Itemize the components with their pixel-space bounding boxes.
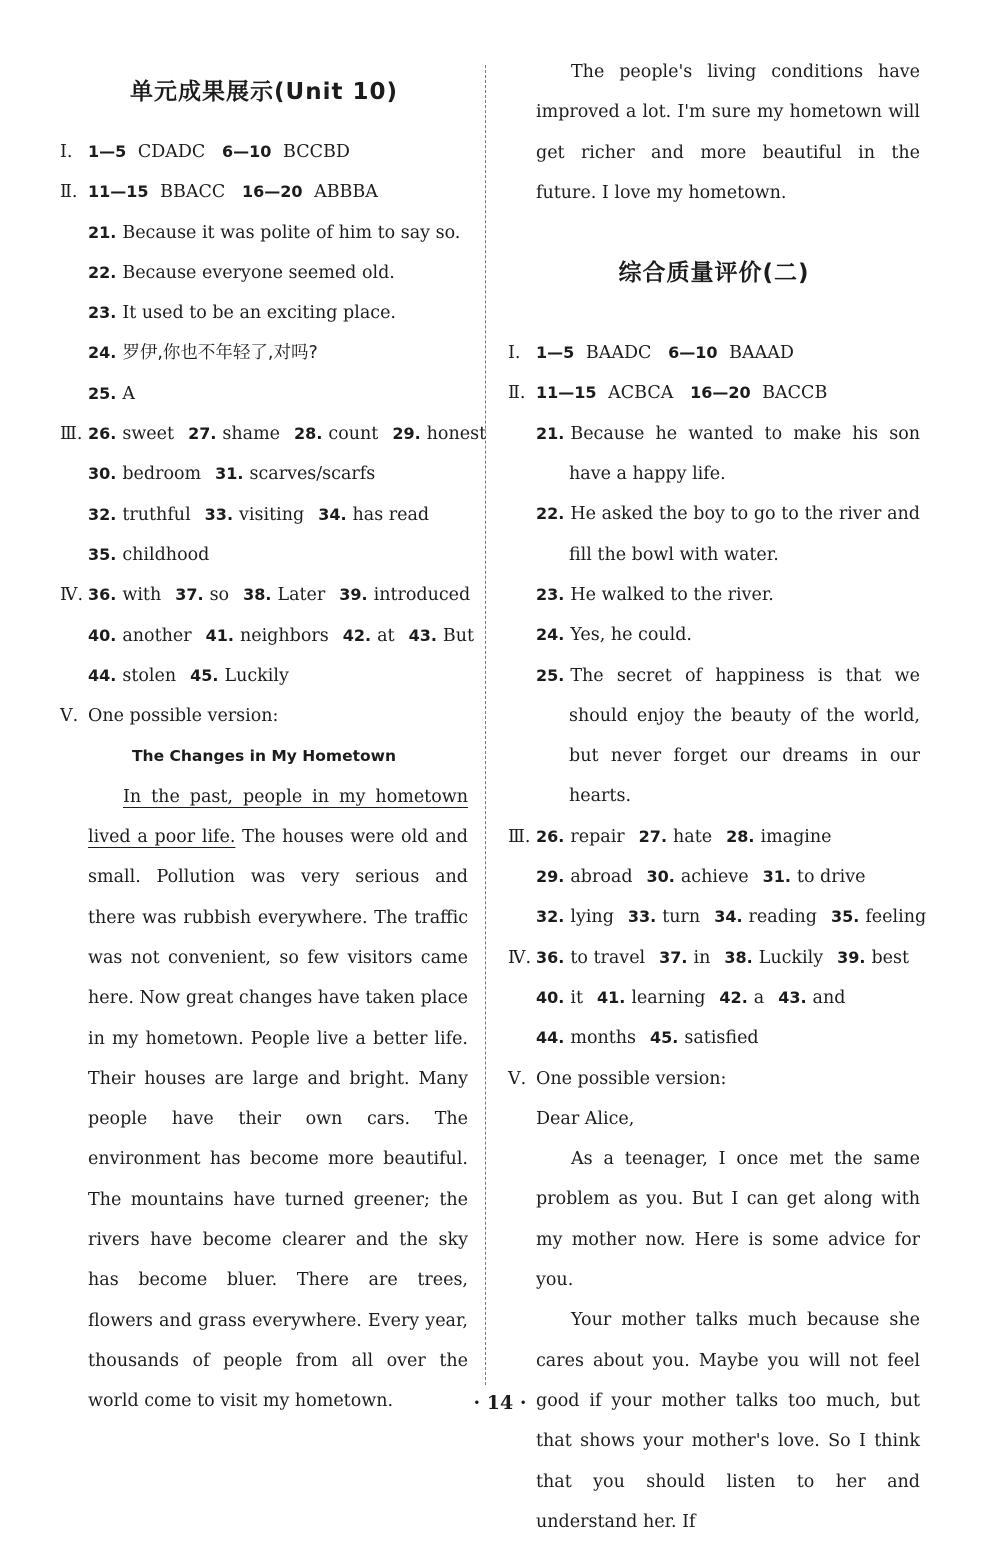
item-text: feeling xyxy=(865,907,927,928)
item-number: 38. xyxy=(243,585,272,605)
version-label: One possible version: xyxy=(88,706,279,727)
item-number: 26. xyxy=(536,826,565,846)
item-text: stolen xyxy=(122,665,177,686)
item-text: months xyxy=(570,1028,637,1049)
item-number: 45. xyxy=(190,665,219,685)
answer-text: He walked to the river. xyxy=(570,584,774,605)
item-text: and xyxy=(812,987,846,1008)
section-title: 综合质量评价(二) xyxy=(618,260,810,287)
item-number: 34. xyxy=(318,504,347,524)
section-label: Ⅳ. xyxy=(508,947,532,968)
answer-row xyxy=(508,817,920,857)
question-answer xyxy=(508,575,920,615)
question-number: 22. xyxy=(536,504,565,524)
question-number: 24. xyxy=(88,343,117,363)
bullet-icon: · xyxy=(519,1392,527,1414)
item-number: 35. xyxy=(88,544,117,564)
range-label: 6—10 xyxy=(668,343,718,363)
item-number: 44. xyxy=(536,1028,565,1048)
item-number: 27. xyxy=(188,424,217,444)
item-text: neighbors xyxy=(239,625,329,646)
item-text: But xyxy=(442,625,475,646)
essay-topic-sentence: In the past, people in my hometown lived a poor life. xyxy=(88,786,468,848)
question-answer xyxy=(508,414,920,495)
item-text: honest xyxy=(426,424,487,445)
answer-row xyxy=(508,1018,920,1058)
section-label: Ⅴ. xyxy=(60,706,79,727)
item-text: shame xyxy=(222,424,281,445)
column-divider xyxy=(485,65,486,1385)
item-number: 42. xyxy=(342,625,372,645)
item-number: 34. xyxy=(714,907,743,927)
section-label: Ⅱ. xyxy=(60,182,78,203)
item-number: 40. xyxy=(88,625,117,645)
answer-row xyxy=(508,897,927,937)
answers: ACBCA xyxy=(608,383,674,404)
answers: BCCBD xyxy=(283,142,350,162)
question-answer xyxy=(508,615,920,655)
section-title: 单元成果展示(Unit 10) xyxy=(130,79,398,105)
essay-title: The Changes in My Hometown xyxy=(131,747,396,766)
answer-text: He asked the boy to go to the river and fill the bowl with water. xyxy=(569,504,920,565)
item-text: sweet xyxy=(122,424,175,445)
answer-row xyxy=(60,495,468,535)
answers: BBACC xyxy=(160,182,226,203)
answer-row xyxy=(60,132,468,172)
page-number-text: 14 xyxy=(486,1392,514,1414)
item-text: reading xyxy=(748,907,817,928)
section-label: Ⅲ. xyxy=(60,424,83,445)
right-column xyxy=(508,52,927,1542)
answers: BAADC xyxy=(585,343,652,364)
item-text: it xyxy=(570,987,583,1008)
section-label: Ⅰ. xyxy=(508,343,521,364)
item-number: 28. xyxy=(726,826,755,846)
letter-greeting: Dear Alice, xyxy=(536,1108,635,1129)
item-text: truthful xyxy=(122,504,191,525)
item-number: 33. xyxy=(627,907,657,927)
item-text: to travel xyxy=(570,947,646,968)
answer-row xyxy=(60,656,468,696)
range-label: 11—15 xyxy=(88,182,149,202)
item-number: 37. xyxy=(659,947,688,967)
answer-row xyxy=(60,575,471,615)
question-answer xyxy=(508,494,920,575)
question-answer xyxy=(60,333,468,373)
question-answer xyxy=(508,656,920,817)
item-text: at xyxy=(377,625,395,646)
answer-row xyxy=(60,616,475,656)
item-number: 26. xyxy=(88,424,117,444)
item-text: best xyxy=(871,947,910,968)
item-number: 32. xyxy=(536,907,565,927)
item-text: so xyxy=(209,585,230,606)
question-number: 21. xyxy=(88,222,117,242)
item-text: in xyxy=(693,947,711,968)
answer-row xyxy=(60,454,468,494)
left-column xyxy=(60,52,487,1422)
item-number: 40. xyxy=(536,987,565,1007)
item-text: visiting xyxy=(239,504,305,525)
item-text: count xyxy=(328,424,379,445)
item-number: 29. xyxy=(392,424,421,444)
answer-row xyxy=(508,1059,920,1099)
question-number: 23. xyxy=(88,303,117,323)
answer-text: The secret of happiness is that we should enjoy the beauty of the world, but never forget our dreams in our hearts. xyxy=(569,665,920,807)
letter-paragraph: Your mother talks much because she cares about you. Maybe you will not feel good if your mother talks too much, but that shows your mother's love. So I think that you should listen to her and understand her. If xyxy=(536,1310,920,1532)
question-answer xyxy=(60,253,468,293)
answer-row xyxy=(60,414,487,454)
item-text: turn xyxy=(662,907,701,928)
item-number: 43. xyxy=(778,987,807,1007)
range-label: 11—15 xyxy=(536,383,597,403)
item-text: childhood xyxy=(122,544,210,565)
item-number: 41. xyxy=(596,987,626,1007)
question-number: 24. xyxy=(536,625,565,645)
range-label: 1—5 xyxy=(88,142,127,161)
item-text: imagine xyxy=(760,826,832,847)
item-number: 36. xyxy=(536,947,565,967)
item-text: to drive xyxy=(796,867,866,888)
answer-text: Because he wanted to make his son have a happy life. xyxy=(569,423,920,485)
item-number: 39. xyxy=(339,585,368,605)
item-number: 45. xyxy=(650,1028,679,1048)
item-number: 38. xyxy=(724,947,753,967)
answer-text: A xyxy=(122,383,135,404)
essay-rest: The houses were old and small. Pollution was very serious and there was rubbish everywhere. The traffic was not convenient, so few visitors came here. Now great changes have taken place in my hometown. People live a better life. Their houses are large and bright. Many people have their own cars. The environment has become more beautiful. The mountains have turned greener; the rivers have become clearer and the sky has become bluer. There are trees, flowers and grass everywhere. Every year, thousands of people from all over the world come to visit my hometown. xyxy=(88,827,468,1412)
item-text: lying xyxy=(570,907,614,928)
answer-row xyxy=(60,696,468,736)
answer-text: Because it was polite of him to say so. xyxy=(122,222,461,243)
answer-row xyxy=(508,978,920,1018)
item-number: 36. xyxy=(88,585,117,605)
item-number: 43. xyxy=(408,625,437,645)
item-text: Luckily xyxy=(224,665,289,686)
item-text: introduced xyxy=(373,585,471,606)
question-answer xyxy=(60,293,468,333)
item-number: 28. xyxy=(294,424,323,444)
section-label: Ⅰ. xyxy=(60,142,73,162)
answer-text: It used to be an exciting place. xyxy=(122,303,396,324)
question-answer xyxy=(60,374,468,414)
item-number: 29. xyxy=(536,867,565,887)
answers: ABBBA xyxy=(314,182,378,203)
item-text: a xyxy=(753,987,765,1008)
answer-text: 罗伊,你也不年轻了,对吗? xyxy=(122,343,318,364)
item-number: 31. xyxy=(762,867,791,887)
item-text: Luckily xyxy=(758,947,824,968)
section-label: Ⅴ. xyxy=(508,1068,527,1089)
item-number: 33. xyxy=(204,504,234,524)
answer-row xyxy=(508,938,920,978)
item-number: 30. xyxy=(88,464,117,484)
item-number: 31. xyxy=(215,464,244,484)
letter-paragraph: As a teenager, I once met the same problem as you. But I can get along with my mother now. Here is some advice for you. xyxy=(536,1149,920,1291)
item-text: scarves/scarfs xyxy=(249,464,376,485)
answer-text: Because everyone seemed old. xyxy=(122,262,395,283)
question-number: 22. xyxy=(88,262,117,282)
question-number: 23. xyxy=(536,584,565,604)
range-label: 1—5 xyxy=(536,343,575,363)
answer-row xyxy=(60,535,468,575)
question-number: 25. xyxy=(536,665,565,685)
version-label: One possible version: xyxy=(536,1068,727,1089)
item-number: 44. xyxy=(88,665,117,685)
section-label: Ⅳ. xyxy=(60,585,84,606)
item-number: 42. xyxy=(719,987,748,1007)
item-text: has read xyxy=(352,504,430,525)
item-text: learning xyxy=(631,987,706,1008)
item-number: 39. xyxy=(837,947,866,967)
range-label: 16—20 xyxy=(690,383,751,403)
item-text: with xyxy=(122,585,162,606)
question-number: 21. xyxy=(536,423,565,443)
item-number: 35. xyxy=(830,907,860,927)
question-answer xyxy=(60,213,468,253)
answer-row xyxy=(60,172,468,212)
question-number: 25. xyxy=(88,383,117,403)
range-label: 6—10 xyxy=(222,142,272,161)
answer-text: Yes, he could. xyxy=(570,625,692,646)
answer-row xyxy=(508,373,920,413)
item-text: bedroom xyxy=(122,464,202,485)
item-number: 27. xyxy=(638,826,668,846)
item-text: achieve xyxy=(680,867,749,888)
answers: BAAAD xyxy=(729,343,794,364)
item-number: 32. xyxy=(88,504,117,524)
section-label: Ⅱ. xyxy=(508,383,526,404)
bullet-icon: · xyxy=(473,1392,481,1414)
answer-row xyxy=(508,857,920,897)
item-text: another xyxy=(122,625,192,646)
item-number: 41. xyxy=(205,625,234,645)
page-number xyxy=(0,1392,1000,1414)
item-text: repair xyxy=(570,826,625,847)
item-text: satisfied xyxy=(684,1028,759,1049)
essay-conclusion: The people's living conditions have improved a lot. I'm sure my hometown will get richer and more beautiful in the future. I love my hometown. xyxy=(536,62,920,203)
answer-row xyxy=(508,333,920,373)
answers: CDADC xyxy=(137,142,206,162)
item-text: hate xyxy=(673,826,713,847)
range-label: 16—20 xyxy=(241,182,303,202)
section-label: Ⅲ. xyxy=(508,826,531,847)
essay-body xyxy=(60,777,468,1422)
item-text: Later xyxy=(277,585,326,606)
answers: BACCB xyxy=(762,383,828,404)
item-number: 37. xyxy=(175,585,204,605)
item-text: abroad xyxy=(570,867,633,888)
item-number: 30. xyxy=(646,867,675,887)
